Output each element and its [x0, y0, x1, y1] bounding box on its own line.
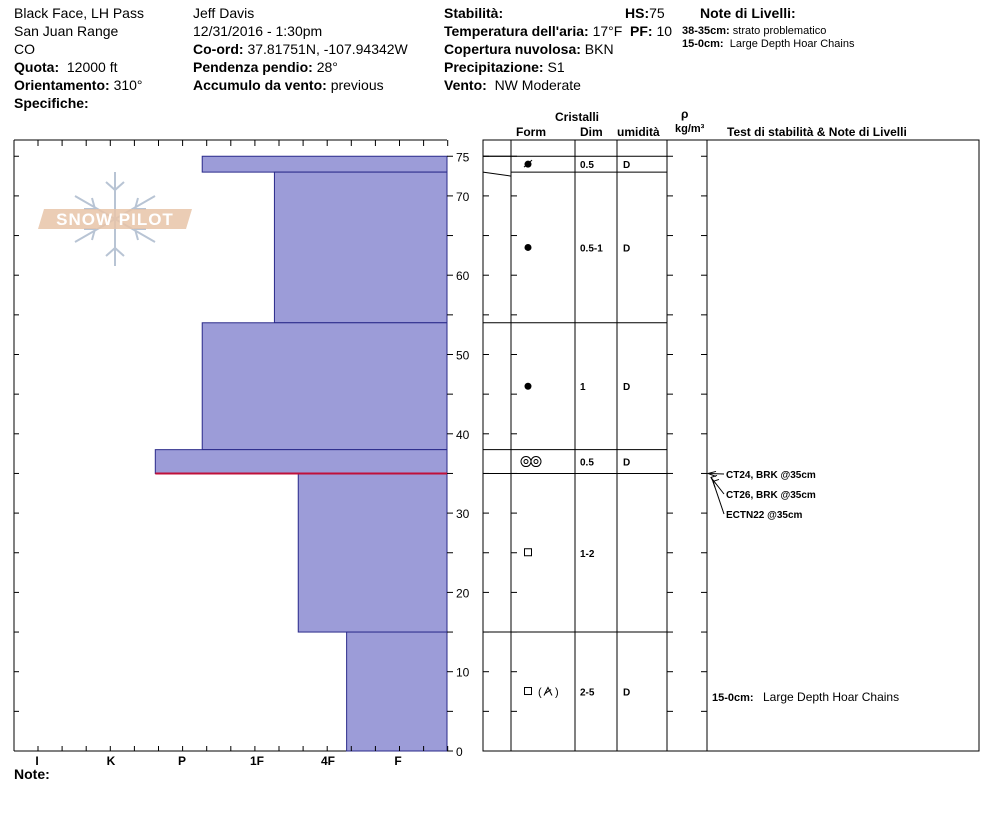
- coord-label: Co-ord:: [193, 41, 244, 57]
- precip-value: S1: [547, 59, 565, 75]
- layer-note-range: 15-0cm:: [682, 38, 724, 50]
- hardness-layer-bar: [274, 172, 447, 323]
- grain-wetness: D: [623, 382, 631, 394]
- table-note-text: Large Depth Hoar Chains: [763, 690, 900, 704]
- layer-note-range: 38-35cm:: [682, 25, 730, 37]
- pf-label: PF:: [630, 23, 653, 39]
- grain-form-icon: [525, 383, 532, 390]
- paren-close: ): [555, 686, 559, 699]
- temp-label: Temperatura dell'aria:: [444, 23, 589, 39]
- grain-dim: 1: [580, 382, 586, 394]
- vento-value: NW Moderate: [494, 77, 581, 93]
- hardness-tick-label: I: [35, 754, 39, 768]
- depth-tick-label: 60: [456, 269, 470, 284]
- depth-tick-label: 20: [456, 586, 470, 601]
- orient-value: 310°: [113, 77, 143, 93]
- table-frame: [483, 140, 979, 751]
- layer-note-text: strato problematico: [732, 25, 827, 37]
- wind-value: previous: [330, 77, 384, 93]
- depth-tick-label: 0: [456, 745, 463, 759]
- melt-grain-icon: [521, 457, 531, 467]
- snowpilot-logo: [38, 172, 192, 266]
- hardness-layer-bar: [202, 323, 447, 450]
- grain-form-icon: [521, 457, 541, 467]
- hardness-tick-label: P: [177, 754, 187, 768]
- col-form: Form: [516, 125, 546, 139]
- melt-grain-inner: [534, 460, 538, 464]
- grain-table: [483, 140, 979, 751]
- cloud-value: BKN: [584, 41, 614, 57]
- col-rho: ρ: [681, 107, 689, 121]
- hardness-tick-label: 4F: [320, 754, 336, 768]
- depth-tick-label: 30: [456, 507, 470, 522]
- grain-dim: 2-5: [580, 687, 595, 699]
- grain-form-icon: [525, 244, 532, 251]
- hardness-layer-bar: [347, 632, 447, 751]
- hardness-layer-bar: [298, 473, 447, 632]
- melt-grain-inner: [524, 460, 528, 464]
- melt-grain-icon: [531, 457, 541, 467]
- hs-label: HS:: [625, 5, 650, 21]
- grain-wetness: D: [623, 243, 631, 255]
- depth-tick-label: 10: [456, 665, 470, 680]
- grain-dim: 0.5: [580, 457, 594, 469]
- col-cristalli: Cristalli: [555, 110, 600, 124]
- paren-open: (: [538, 686, 542, 699]
- hardness-layer-bar: [155, 450, 447, 474]
- layer-note-text: Large Depth Hoar Chains: [729, 38, 855, 50]
- grain-dim: 0.5: [580, 160, 594, 172]
- temp-value: 17°F: [592, 23, 623, 39]
- grain-dim: 0.5-1: [580, 243, 603, 255]
- grain-wetness: D: [623, 160, 631, 172]
- col-rho-unit: kg/m³: [675, 123, 705, 135]
- stability-test-label: CT26, BRK @35cm: [726, 490, 816, 501]
- test-arrow-line: [709, 473, 724, 474]
- grain-wetness: D: [623, 457, 631, 469]
- site-name: Black Face, LH Pass: [14, 5, 144, 21]
- slope-value: 28°: [316, 59, 338, 75]
- hardness-profile: [14, 140, 470, 768]
- observer-datetime: 12/31/2016 - 1:30pm: [193, 23, 323, 39]
- depth-tick-label: 70: [456, 189, 470, 204]
- stability-test-label: CT24, BRK @35cm: [726, 470, 816, 481]
- pf-value: 10: [656, 23, 673, 39]
- grain-form-icon: [525, 549, 532, 556]
- hardness-layer-bar: [202, 156, 447, 172]
- slope-label: Pendenza pendio:: [193, 59, 313, 75]
- hardness-tick-label: 1F: [249, 754, 265, 768]
- grain-wetness: D: [623, 687, 631, 699]
- state-name: CO: [14, 41, 35, 57]
- range-name: San Juan Range: [14, 23, 119, 39]
- orient-label: Orientamento:: [14, 77, 110, 93]
- faceted-grain-icon: [525, 549, 532, 556]
- note-label: Note:: [14, 766, 50, 782]
- arrowhead-icon: [711, 475, 717, 483]
- col-tests: Test di stabilità & Note di Livelli: [727, 125, 907, 139]
- table-connector-line: [483, 172, 511, 176]
- col-dim: Dim: [580, 125, 603, 139]
- coord-value: 37.81751N, -107.94342W: [247, 41, 408, 57]
- observer-name: Jeff Davis: [193, 5, 255, 21]
- logo-text: SNOW PILOT: [56, 210, 174, 229]
- col-umidita: umidità: [617, 125, 660, 139]
- vento-label: Vento:: [444, 77, 487, 93]
- depth-tick-label: 40: [456, 427, 470, 442]
- stab-label: Stabilità:: [444, 5, 504, 21]
- grain-form-icon: [524, 160, 532, 168]
- rounded-grain-icon: [525, 383, 532, 390]
- rounded-grain-icon: [525, 244, 532, 251]
- depth-tick-label: 75: [456, 150, 470, 165]
- precip-label: Precipitazione:: [444, 59, 544, 75]
- grain-dim: 1-2: [580, 548, 595, 560]
- stability-test-label: ECTN22 @35cm: [726, 510, 803, 521]
- depth-tick-label: 50: [456, 348, 470, 363]
- cloud-label: Copertura nuvolosa:: [444, 41, 581, 57]
- faceted-grain-icon: [525, 688, 532, 695]
- table-note-range: 15-0cm:: [712, 692, 754, 704]
- hardness-tick-label: F: [394, 754, 402, 768]
- quota-value: 12000 ft: [66, 59, 118, 75]
- quota-label: Quota:: [14, 59, 60, 75]
- wind-label: Accumulo da vento:: [193, 77, 327, 93]
- hardness-tick-label: K: [106, 754, 116, 768]
- specifiche-label: Specifiche:: [14, 95, 89, 111]
- hs-value: 75: [649, 5, 665, 21]
- layer-notes-title: Note di Livelli:: [700, 5, 796, 21]
- grain-form-icon: [525, 687, 559, 699]
